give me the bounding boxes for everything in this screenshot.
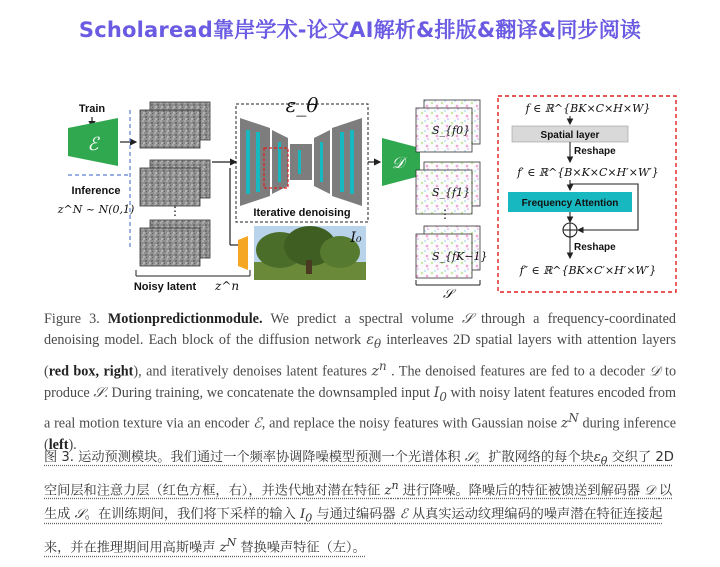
- math-symbol: 0: [439, 389, 447, 404]
- math-symbol: 𝒮: [93, 384, 105, 401]
- math-symbol: n: [379, 358, 387, 373]
- math-symbol: I: [433, 384, 440, 401]
- math-symbol: ε: [366, 332, 374, 349]
- spectral-f0: S_{f0}: [432, 124, 471, 137]
- translation-text: 替换噪声特征（左）。: [240, 540, 366, 556]
- panel-f-in: f ∈ ℝ^{BK×C×H×W}: [525, 102, 651, 115]
- image-encoder-block: [238, 236, 248, 270]
- math-symbol: 𝒮: [464, 450, 476, 465]
- caption-text: , and replace the noisy features with Gaussian noise: [261, 415, 558, 432]
- math-symbol: N: [568, 411, 579, 426]
- spectral-total-symbol: 𝒮: [442, 287, 454, 300]
- caption-text: to produce: [44, 363, 677, 401]
- translation-text: 。在训练期间，我们将下采样的输入: [84, 507, 296, 523]
- math-symbol: z: [219, 540, 227, 556]
- translation-text: 图 3. 运动预测模块。我们通过一个频率协调降噪模型预测一个光谱体积: [44, 450, 461, 465]
- frequency-attention-label: Frequency Attention: [521, 198, 619, 209]
- translation-text: 。扩散网络的每个块: [475, 450, 594, 465]
- unet-block: [240, 118, 362, 206]
- translation-text: 以生成: [44, 483, 673, 523]
- math-symbol: 𝒟: [644, 483, 655, 499]
- caption-emphasis: right: [103, 363, 134, 380]
- decoder-symbol: 𝒟: [391, 153, 405, 172]
- translation-text: 交织了 2D 空间层和注意力层（红色方框，右），并迭代地对潜在特征: [44, 450, 674, 499]
- math-symbol: z: [384, 483, 392, 499]
- translation-text: 与通过编码器: [316, 507, 396, 523]
- caption-text: with noisy latent features encoded from a real motion texture via an encoder: [44, 384, 677, 432]
- figure-caption: [44, 309, 676, 457]
- train-label: Train: [78, 103, 106, 115]
- caption-text: . During training, we concatenate the downsampled input: [104, 384, 431, 401]
- unet-symbol: ε_θ: [285, 93, 319, 117]
- math-symbol: θ: [600, 454, 608, 468]
- input-image-tree: [254, 226, 366, 280]
- math-symbol: 𝒟: [649, 363, 661, 380]
- math-symbol: z: [371, 363, 379, 380]
- caption-text: through a frequency-coordinated denoising model. Each block of the diffusion network: [44, 311, 676, 349]
- math-symbol: I: [300, 507, 306, 523]
- caption-text: ).: [68, 437, 77, 454]
- encoder-symbol: ℰ: [87, 134, 99, 155]
- noisy-latent-symbol: z^n: [215, 279, 240, 293]
- noisy-latent-stack: [140, 102, 210, 266]
- image-symbol: I₀: [350, 230, 362, 246]
- latent-dots: ⋮: [169, 204, 181, 218]
- figure-label: Figure 3.: [44, 311, 100, 327]
- math-symbol: 𝒮: [461, 311, 473, 327]
- caption-translation[interactable]: [44, 446, 676, 561]
- figure-title: Motionpredictionmodule.: [107, 311, 263, 327]
- spectral-fk: S_{fK−1}: [432, 250, 488, 263]
- math-symbol: ℰ: [253, 415, 262, 432]
- app-banner-title: Scholaread靠岸学术-论文AI解析&排版&翻译&同步阅读: [78, 18, 642, 42]
- iterative-denoising-label: Iterative denoising: [253, 207, 351, 219]
- math-symbol: θ: [373, 337, 382, 352]
- caption-text: . The denoised features are fed to a decoder: [391, 363, 645, 380]
- reshape-label-2: Reshape: [574, 242, 616, 253]
- caption-emphasis: red box,: [48, 363, 100, 380]
- spectral-dots: ⋮: [439, 207, 451, 221]
- math-symbol: 𝒮: [74, 507, 85, 523]
- panel-f-prime: f′ ∈ ℝ^{B×K×C×H′×W′}: [517, 166, 659, 179]
- caption-text: We predict a spectral volume: [270, 311, 454, 327]
- reshape-label-1: Reshape: [574, 146, 616, 157]
- math-symbol: ε: [593, 450, 601, 465]
- spectral-f1: S_{f1}: [432, 186, 471, 199]
- math-symbol: z: [560, 415, 569, 432]
- noise-formula: z^N ~ N(0,1): [57, 203, 135, 216]
- figure-diagram: [40, 90, 680, 300]
- panel-f-out: f″ ∈ ℝ^{BK×C′×H′×W′}: [519, 264, 657, 277]
- inference-label: Inference: [71, 185, 121, 197]
- noisy-latent-label: Noisy latent: [133, 281, 197, 293]
- math-symbol: ℰ: [399, 507, 408, 523]
- caption-emphasis: left: [48, 437, 69, 454]
- translation-text: 从真实运动纹理编码的噪声潜在特征连接起来，并在推理期间用高斯噪声: [44, 507, 663, 556]
- caption-text: ), and iteratively denoises latent features: [133, 363, 368, 380]
- translation-text: 进行降噪。降噪后的特征被馈送到解码器: [402, 483, 641, 499]
- caption-text: interleaves 2D spatial layers with attention layers (: [44, 332, 677, 380]
- spatial-layer-label: Spatial layer: [540, 130, 600, 141]
- math-symbol: 0: [305, 512, 313, 526]
- caption-text: during inference (: [44, 415, 677, 454]
- math-symbol: N: [226, 536, 237, 550]
- math-symbol: n: [391, 478, 399, 492]
